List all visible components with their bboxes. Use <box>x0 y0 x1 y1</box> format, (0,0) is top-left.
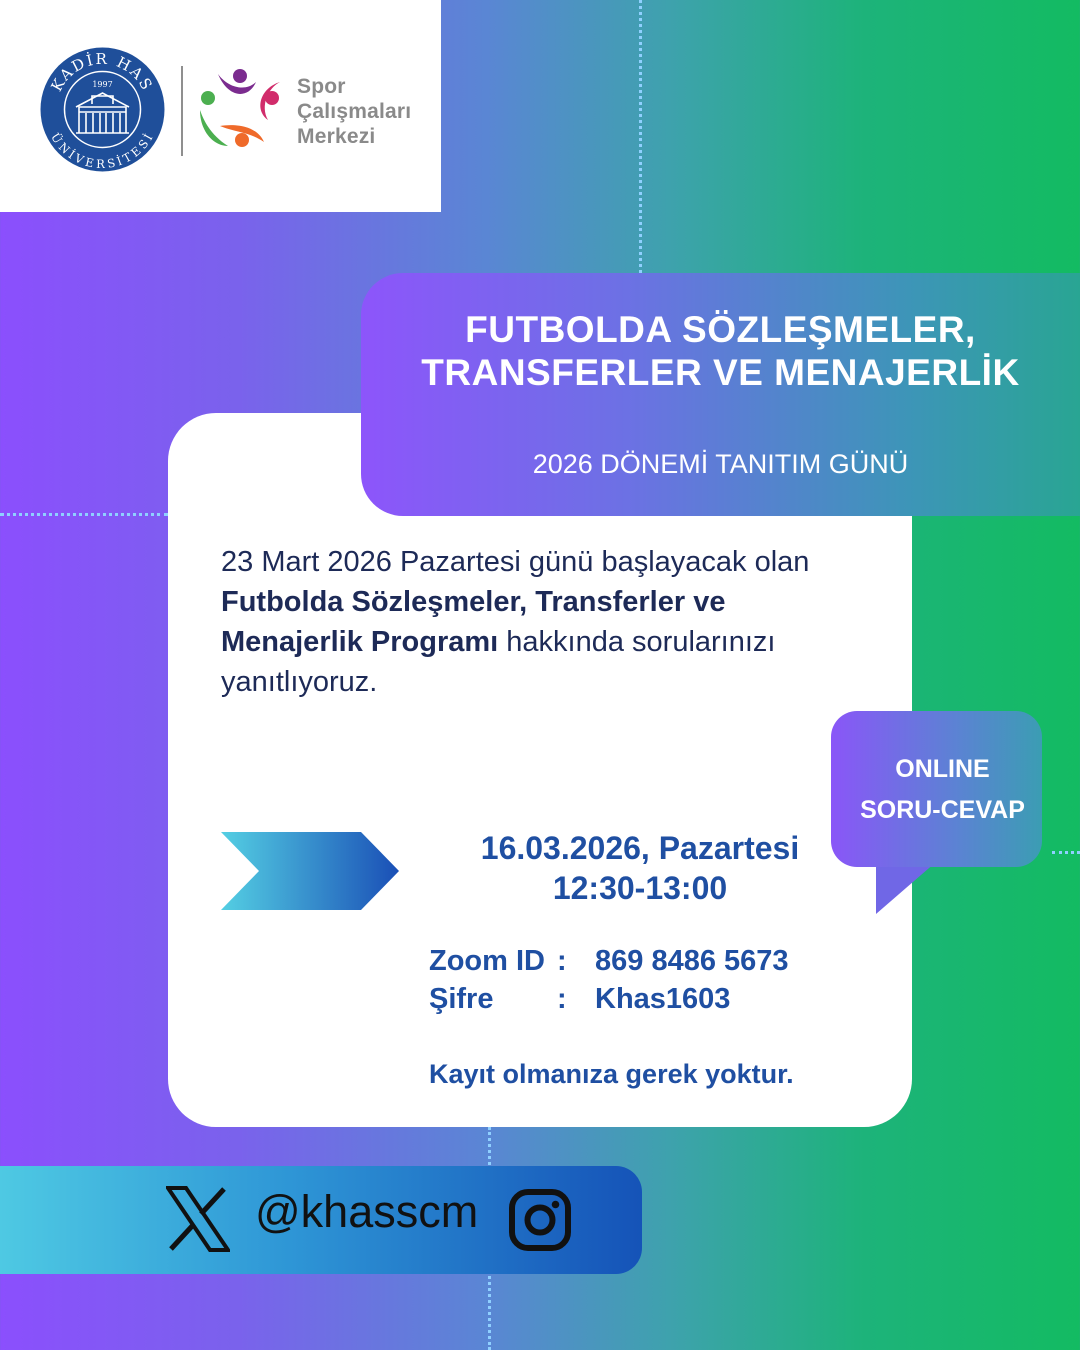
event-datetime <box>420 828 860 908</box>
social-handle[interactable]: @khasscm <box>255 1186 479 1237</box>
title-banner <box>361 273 1080 516</box>
x-logo-icon[interactable] <box>166 1186 230 1252</box>
guide-line-vertical-top <box>639 0 642 273</box>
university-seal-icon <box>40 47 165 172</box>
zoom-details <box>429 942 789 1018</box>
badge-line-2: SORU-CEVAP <box>860 796 1025 824</box>
guide-line-horizontal-left <box>0 513 168 516</box>
zoom-id-row <box>429 942 789 980</box>
seal-arc-bottom: ÜNİVERSİTESİ <box>48 130 156 171</box>
seal-year: 1997 <box>92 80 113 89</box>
intro-text-end: hakkında sorularınızı yanıtlıyoruz. <box>221 626 776 698</box>
info-card <box>168 413 912 1127</box>
seal-arc-top: KADİR HAS <box>47 49 157 95</box>
subtitle: 2026 DÖNEMİ TANITIM GÜNÜ <box>532 449 909 479</box>
intro-paragraph <box>221 542 861 702</box>
guide-line-horizontal-right <box>1052 851 1080 854</box>
event-date: 16.03.2026, Pazartesi <box>480 830 800 866</box>
spor-calismalari-name <box>297 74 411 149</box>
password-label: Şifre <box>429 983 494 1015</box>
title-line-1: FUTBOLDA SÖZLEŞMELER, <box>465 309 976 350</box>
logo-divider <box>181 66 183 156</box>
center-name-line-2: Çalışmaları <box>297 100 412 123</box>
instagram-icon[interactable] <box>508 1188 572 1252</box>
online-qa-badge <box>831 711 1042 867</box>
chevron-arrow-icon <box>221 832 399 910</box>
password-value: Khas1603 <box>595 983 731 1015</box>
password-row <box>429 980 789 1018</box>
registration-note: Kayıt olmanıza gerek yoktur. <box>429 1059 794 1089</box>
center-name-line-3: Merkezi <box>297 125 376 148</box>
spor-calismalari-logo-icon <box>198 66 282 152</box>
zoom-id-label: Zoom ID <box>429 945 545 977</box>
intro-text-start: 23 Mart 2026 Pazartesi günü başlayacak olan <box>221 546 810 578</box>
event-time: 12:30-13:00 <box>552 870 728 906</box>
badge-line-1: ONLINE <box>895 755 990 783</box>
zoom-id-value: 869 8486 5673 <box>595 945 789 977</box>
bubble-tail <box>876 862 936 914</box>
center-name-line-1: Spor <box>297 75 346 98</box>
program-name: Futbolda Sözleşmeler, Transferler ve Menajerlik Programı <box>221 586 726 658</box>
password-separator: : <box>557 983 567 1015</box>
title-line-2: TRANSFERLER VE MENAJERLİK <box>421 352 1020 393</box>
zoom-id-separator: : <box>557 945 567 977</box>
